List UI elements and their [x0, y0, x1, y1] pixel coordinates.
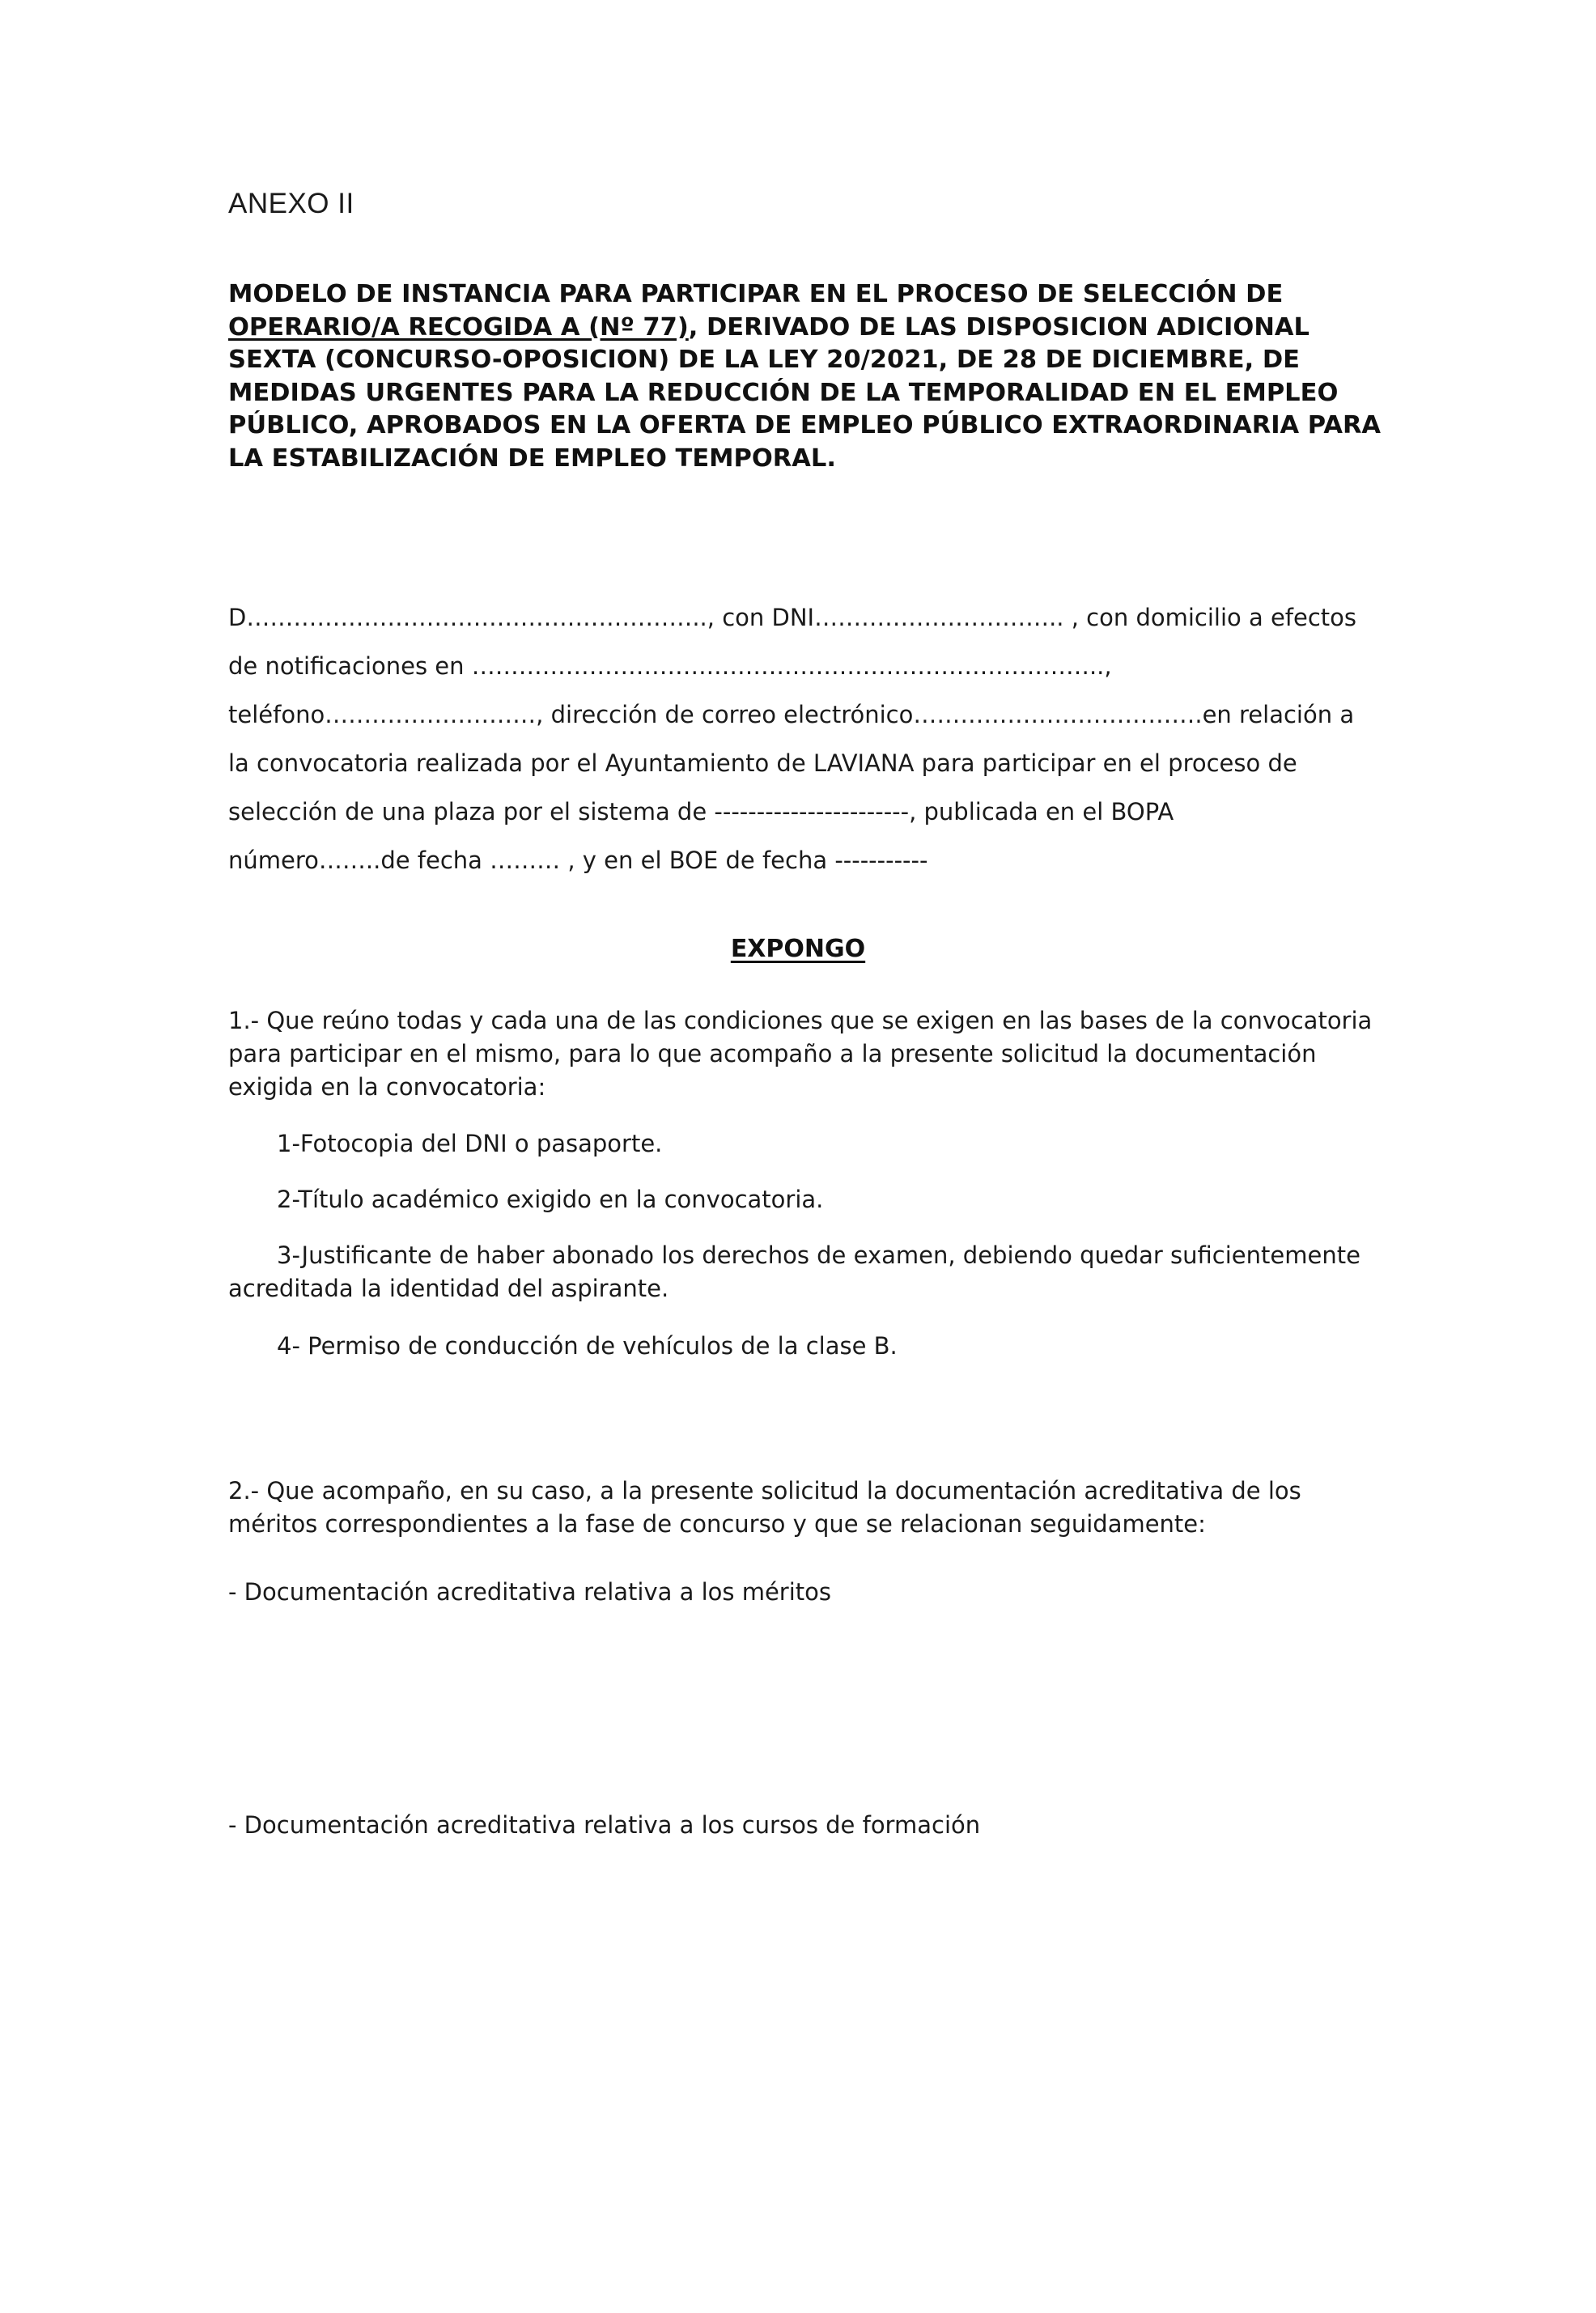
merits-line-meritos: - Documentación acreditativa relativa a los méritos [228, 1578, 832, 1606]
form-line-selection-system: selección de una plaza por el sistema de -----------------------, publicada en el BOPA [228, 798, 1174, 825]
form-line-convocatoria: la convocatoria realizada por el Ayuntamiento de LAVIANA para participar en el proceso de [228, 749, 1297, 777]
form-line-bopa-boe: número……..de fecha ……… , y en el BOE de fecha ----------- [228, 847, 928, 874]
section-title-expongo: EXPONGO [730, 935, 866, 963]
point-2-paragraph: 2.- Que acompaño, en su caso, a la presente solicitud la documentación acreditativa de los méritos correspondientes a la fase de concurso y que se relacionan seguidamente: [228, 1477, 1301, 1538]
annex-title: ANEXO II [228, 188, 354, 219]
point-1-paragraph: 1.- Que reúno todas y cada una de las condiciones que se exigen en las bases de la convocatoria para participar en el mismo, para lo que acompaño a la presente solicitud la documentación exigida en la convocatoria: [228, 1007, 1373, 1101]
document-heading [228, 278, 1394, 475]
form-line-name-dni: D………………………………………………….., con DNI………………………….. , con domicilio a efectos [228, 604, 1357, 631]
heading-part-1: MODELO DE INSTANCIA PARA PARTICIPAR EN EL PROCESO DE SELECCIÓN DE [228, 280, 1284, 308]
list-item-permiso: 4- Permiso de conducción de vehículos de la clase B. [277, 1332, 898, 1360]
merits-line-cursos: - Documentación acreditativa relativa a los cursos de formación [228, 1811, 981, 1839]
list-item-dni: 1-Fotocopia del DNI o pasaporte. [277, 1130, 663, 1157]
heading-part-2: , DERIVADO DE LAS DISPOSICION ADICIONAL SEXTA (CONCURSO-OPOSICION) DE LA LEY 20/2021, DE 28 DE DICIEMBRE, DE MEDIDAS URGENTES PARA LA REDUCCIÓN DE LA TEMPORALIDAD EN EL EMPLEO PÚBLICO, APROBADOS EN LA OFERTA DE EMPLEO PÚBLICO EXTRAORDINARIA PARA LA ESTABILIZACIÓN DE EMPLEO TEMPORAL. [228, 312, 1382, 473]
form-line-address: de notificaciones en ………………………….………………………………………….., [228, 652, 1112, 680]
list-item-titulo: 2-Título académico exigido en la convocatoria. [277, 1186, 824, 1213]
list-item-justificante: 3-Justificante de haber abonado los derechos de examen, debiendo quedar suficientemente acreditada la identidad del aspirante. [228, 1241, 1360, 1302]
heading-underlined-position: OPERARIO/A RECOGIDA A (Nº 77) [228, 312, 689, 342]
form-line-phone-email: teléfono………………………, dirección de correo electrónico……………………………….en relación a [228, 701, 1355, 728]
